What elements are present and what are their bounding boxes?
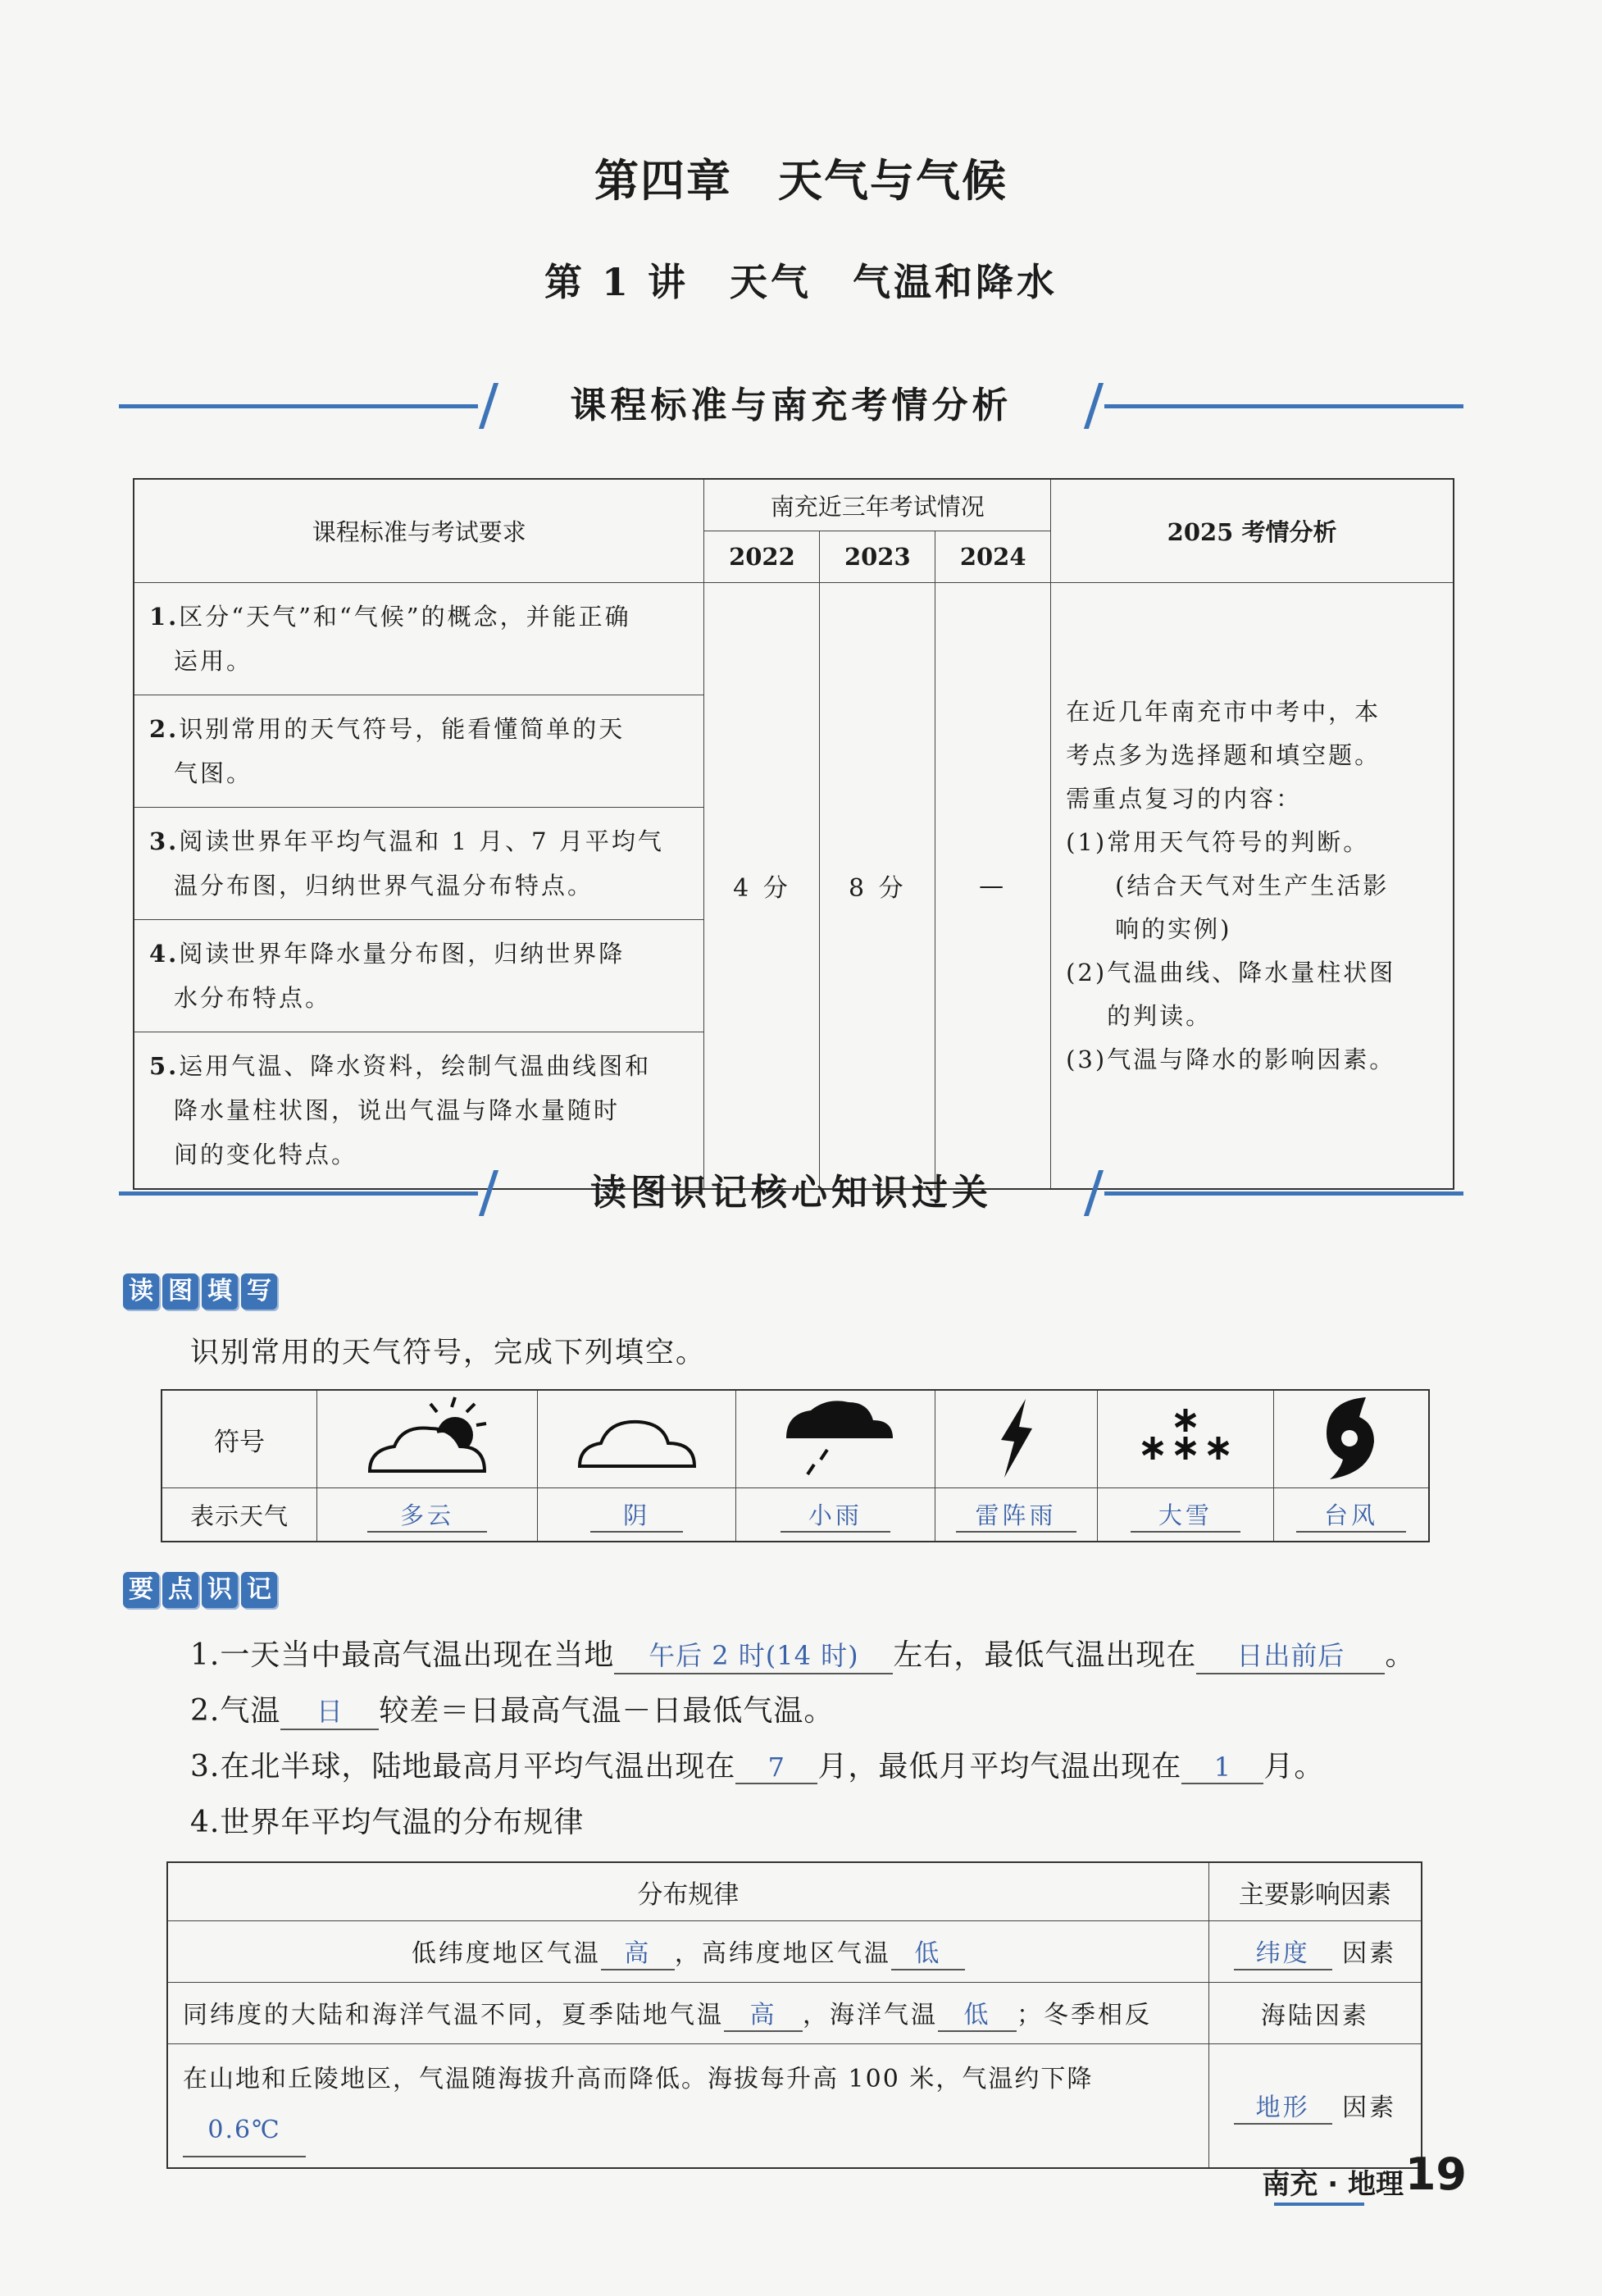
rule-terrain: 在山地和丘陵地区，气温随海拔升高而降低。海拔每升高 100 米，气温约下降 0.6℃ [167, 2044, 1208, 2169]
point-3: 3.在北半球，陆地最高月平均气温出现在 7 月，最低月平均气温出现在 1 月。 [190, 1750, 1325, 1784]
rule-land-sea: 同纬度的大陆和海洋气温不同，夏季陆地气温 高 ，海洋气温 低 ；冬季相反 [167, 1983, 1208, 2044]
answer-cell: 小雨 [736, 1488, 935, 1542]
answer-cell: 台风 [1274, 1488, 1429, 1542]
score-2024: — [935, 583, 1051, 1190]
weather-row-label: 表示天气 [162, 1488, 317, 1542]
answer-cell: 大雪 [1097, 1488, 1273, 1542]
temperature-distribution-table [166, 1861, 1422, 2169]
overcast-icon [538, 1390, 736, 1488]
section-title: 课程标准与南充考情分析 [570, 385, 1013, 426]
light-rain-icon [736, 1390, 935, 1488]
heavy-snow-icon [1097, 1390, 1273, 1488]
answer-cell: 雷阵雨 [935, 1488, 1097, 1542]
page-number: 19 [1404, 2148, 1467, 2200]
year-2022: 2022 [704, 531, 820, 583]
point-1: 1.一天当中最高气温出现在当地 午后 2 时(14 时) 左右，最低气温出现在 日出前后 。 [190, 1632, 1415, 1674]
factor-latitude: 纬度 因素 [1208, 1921, 1422, 1983]
chapter-title: 第四章 天气与气候 [594, 155, 1008, 207]
badge-read-fill: 读 图 填 写 [123, 1273, 277, 1310]
requirement-1: 1.区分“天气”和“气候”的概念，并能正确 运用。 [134, 583, 704, 695]
analysis-cell: 在近几年南充市中考中，本 考点多为选择题和填空题。 需重点复习的内容： (1)常用天气符号的判断。 (结合天气对生产生活影 响的实例) (2)气温曲线、降水量柱状图 的判读。 (3)气温与降水的影响因素。 [1051, 583, 1454, 1190]
score-2023: 8 分 [820, 583, 935, 1190]
lesson-title: 第 1 讲 天气 气温和降水 [544, 260, 1058, 304]
factor-terrain: 地形 因素 [1208, 2044, 1422, 2169]
year-2024: 2024 [935, 531, 1051, 583]
year-2023: 2023 [820, 531, 935, 583]
header-standard: 课程标准与考试要求 [134, 479, 704, 583]
weather-symbol-table [161, 1389, 1430, 1542]
answer-blank: 1 [1181, 1752, 1263, 1784]
footer-accent-line [1274, 2203, 1364, 2206]
section-banner-standards [119, 381, 1463, 430]
header-analysis: 2025 考情分析 [1051, 479, 1454, 583]
requirement-5: 5.运用气温、降水资料，绘制气温曲线图和 降水量柱状图，说出气温与降水量随时 间的变化特点。 [134, 1032, 704, 1190]
requirement-2: 2.识别常用的天气符号，能看懂简单的天 气图。 [134, 695, 704, 808]
section-title: 读图识记核心知识过关 [590, 1172, 992, 1214]
badge-key-points: 要 点 识 记 [123, 1572, 277, 1608]
answer-cell: 阴 [538, 1488, 736, 1542]
symbol-row-label: 符号 [162, 1390, 317, 1488]
typhoon-icon [1274, 1390, 1429, 1488]
answer-blank: 7 [735, 1752, 817, 1784]
point-4: 4.世界年平均气温的分布规律 [190, 1806, 585, 1839]
instruction-text: 识别常用的天气符号，完成下列填空。 [190, 1337, 707, 1369]
point-2: 2.气温 日 较差＝日最高气温－日最低气温。 [190, 1688, 834, 1730]
header-rule: 分布规律 [167, 1862, 1208, 1921]
header-factor: 主要影响因素 [1208, 1862, 1422, 1921]
requirement-4: 4.阅读世界年降水量分布图，归纳世界降 水分布特点。 [134, 920, 704, 1032]
section-banner-knowledge [119, 1168, 1463, 1218]
thunderstorm-icon [935, 1390, 1097, 1488]
answer-blank: 日 [280, 1691, 379, 1730]
partly-cloudy-icon [317, 1390, 538, 1488]
rule-latitude: 低纬度地区气温 高 ，高纬度地区气温 低 [167, 1921, 1208, 1983]
score-2022: 4 分 [704, 583, 820, 1190]
factor-land-sea: 海陆因素 [1208, 1983, 1422, 2044]
standards-table [133, 478, 1454, 1190]
answer-blank: 午后 2 时(14 时) [614, 1635, 893, 1674]
answer-blank: 日出前后 [1196, 1635, 1385, 1674]
header-exam: 南充近三年考试情况 [704, 479, 1051, 531]
answer-cell: 多云 [317, 1488, 538, 1542]
footer-brand: 南充 · 地理 [1262, 2168, 1404, 2201]
requirement-3: 3.阅读世界年平均气温和 1 月、7 月平均气 温分布图，归纳世界气温分布特点。 [134, 808, 704, 920]
